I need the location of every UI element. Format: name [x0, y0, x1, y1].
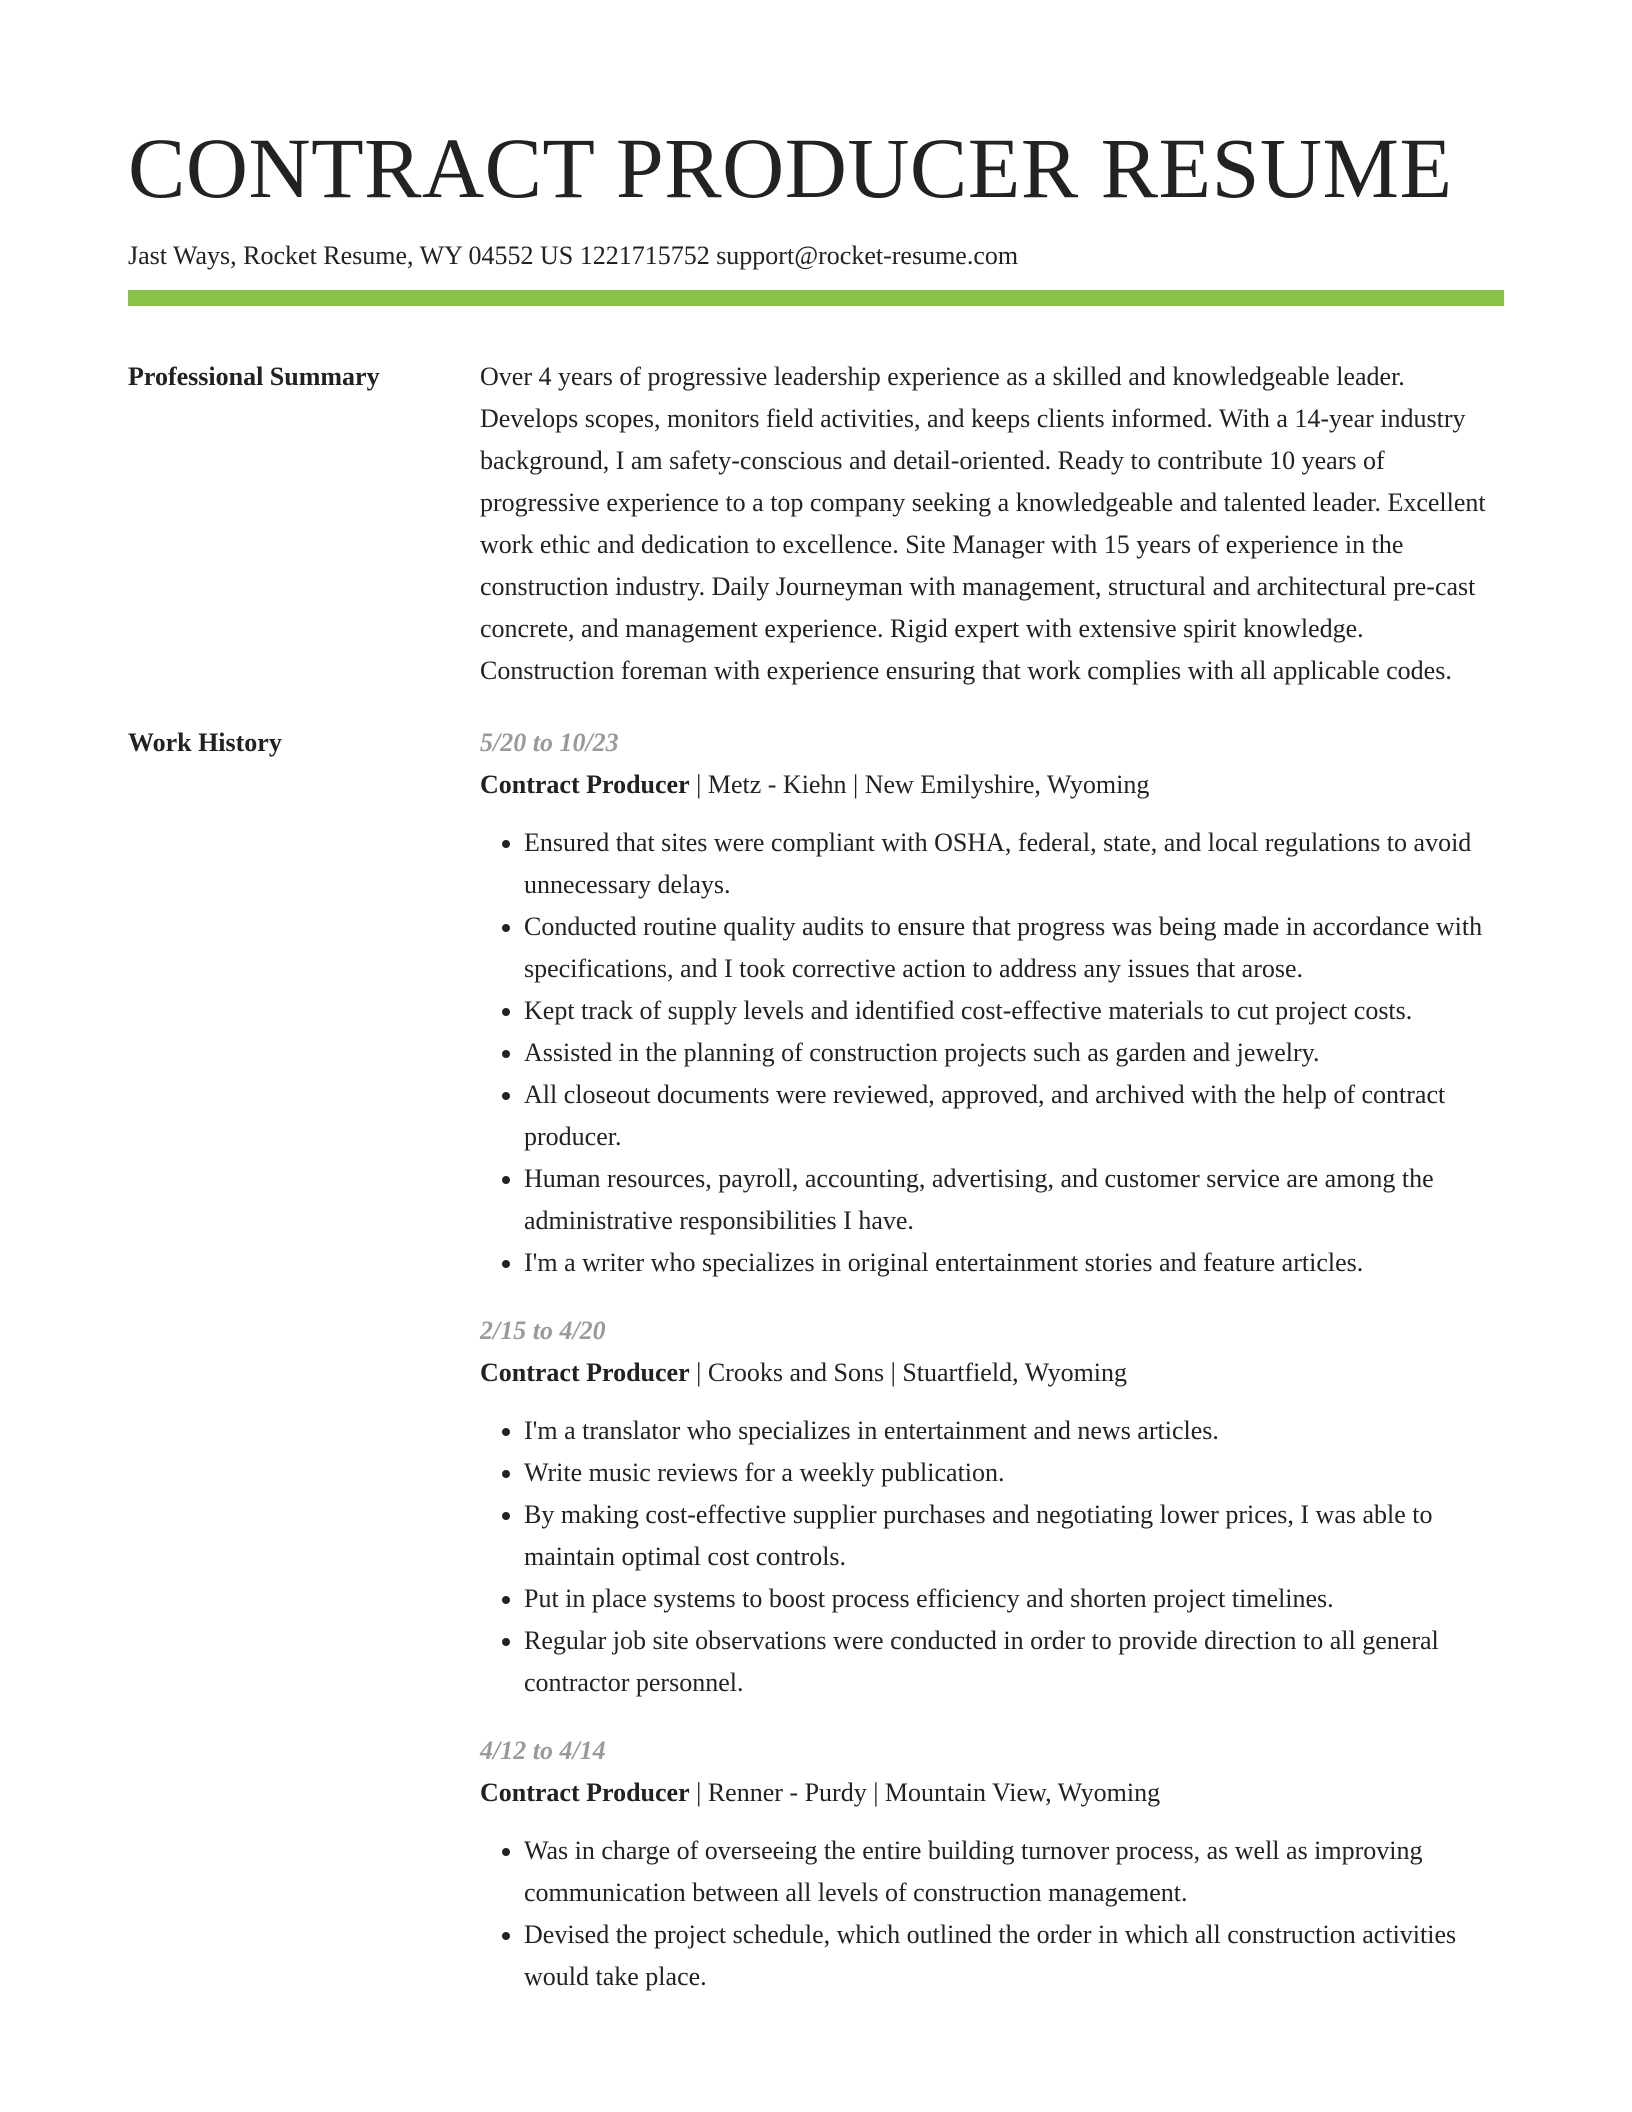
job-company: Renner - Purdy — [707, 1778, 867, 1807]
job-bullet-list — [480, 822, 1504, 1284]
job-location: Stuartfield, Wyoming — [902, 1358, 1128, 1387]
job-bullet: • Kept track of supply levels and identified cost-effective materials to cut project costs. — [524, 990, 1504, 1032]
contact-address: Jast Ways, Rocket Resume, WY 04552 US — [128, 241, 574, 270]
job-separator: | — [890, 1358, 896, 1387]
header-divider — [128, 290, 1504, 306]
job-bullet: • Conducted routine quality audits to ensure that progress was being made in accordance with specifications, and I took corrective action to address any issues that arose. — [524, 906, 1504, 990]
job-bullet: • I'm a writer who specializes in original entertainment stories and feature articles. — [524, 1242, 1504, 1284]
summary-text: Over 4 years of progressive leadership experience as a skilled and knowledgeable leader. Develops scopes, monitors field activities, and keeps clients informed. With a 14-year industry background, I am safety-conscious and detail-oriented. Ready to contribute 10 years of progressive experience to a top company seeking a knowledgeable and talented leader. Excellent work ethic and dedication to excellence. Site Manager with 15 years of experience in the construction industry. Daily Journeyman with management, structural and architectural pre-cast concrete, and management experience. Rigid expert with extensive spirit knowledge. Construction foreman with experience ensuring that work complies with all applicable codes. — [480, 362, 1486, 685]
contact-line — [128, 240, 1504, 272]
contact-email: support@rocket-resume.com — [716, 241, 1019, 270]
work-history-section — [128, 722, 1504, 2024]
job-bullet: • By making cost-effective supplier purchases and negotiating lower prices, I was able to maintain optimal cost controls. — [524, 1494, 1504, 1578]
job-dates: 5/20 to 10/23 — [480, 728, 619, 757]
job-title: Contract Producer — [480, 770, 690, 799]
job-location: Mountain View, Wyoming — [884, 1778, 1161, 1807]
job-bullet: • All closeout documents were reviewed, approved, and archived with the help of contract producer. — [524, 1074, 1504, 1158]
summary-body — [480, 356, 1504, 692]
job-heading — [480, 764, 1504, 806]
job-dates: 4/12 to 4/14 — [480, 1736, 606, 1765]
job-dates: 2/15 to 4/20 — [480, 1316, 606, 1345]
job-bullet-list — [480, 1830, 1504, 1998]
job-bullet: • Human resources, payroll, accounting, advertising, and customer service are among the administrative responsibilities I have. — [524, 1158, 1504, 1242]
job-bullet: • Ensured that sites were compliant with OSHA, federal, state, and local regulations to avoid unnecessary delays. — [524, 822, 1504, 906]
job-title: Contract Producer — [480, 1358, 690, 1387]
job-company: Crooks and Sons — [707, 1358, 885, 1387]
job-bullet: • Devised the project schedule, which outlined the order in which all construction activities would take place. — [524, 1914, 1504, 1998]
contact-phone: 1221715752 — [579, 241, 710, 270]
job-bullet: • Put in place systems to boost process efficiency and shorten project timelines. — [524, 1578, 1504, 1620]
job-separator: | — [696, 1358, 702, 1387]
summary-label: Professional Summary — [128, 362, 380, 391]
job-bullet-list — [480, 1410, 1504, 1704]
job-separator: | — [696, 770, 702, 799]
job-title: Contract Producer — [480, 1778, 690, 1807]
work-history-label: Work History — [128, 728, 282, 757]
job-separator: | — [852, 770, 859, 799]
job-bullet: • Was in charge of overseeing the entire building turnover process, as well as improving communication between all levels of construction management. — [524, 1830, 1504, 1914]
job-heading — [480, 1352, 1504, 1394]
summary-section — [128, 356, 1504, 692]
job-location: New Emilyshire, Wyoming — [864, 770, 1150, 799]
job-entry — [480, 722, 1504, 1284]
job-heading — [480, 1772, 1504, 1814]
job-entry — [480, 1730, 1504, 1998]
job-separator: | — [873, 1778, 879, 1807]
job-bullet: • Regular job site observations were conducted in order to provide direction to all general contractor personnel. — [524, 1620, 1504, 1704]
job-separator: | — [696, 1778, 702, 1807]
resume-page — [128, 0, 1504, 2024]
job-company: Metz - Kiehn — [707, 770, 847, 799]
work-history-body — [480, 722, 1504, 2024]
job-entry — [480, 1310, 1504, 1704]
resume-title: CONTRACT PRODUCER RESUME — [128, 120, 1453, 216]
job-bullet: • I'm a translator who specializes in entertainment and news articles. — [524, 1410, 1504, 1452]
job-bullet: • Write music reviews for a weekly publication. — [524, 1452, 1504, 1494]
job-bullet: • Assisted in the planning of construction projects such as garden and jewelry. — [524, 1032, 1504, 1074]
